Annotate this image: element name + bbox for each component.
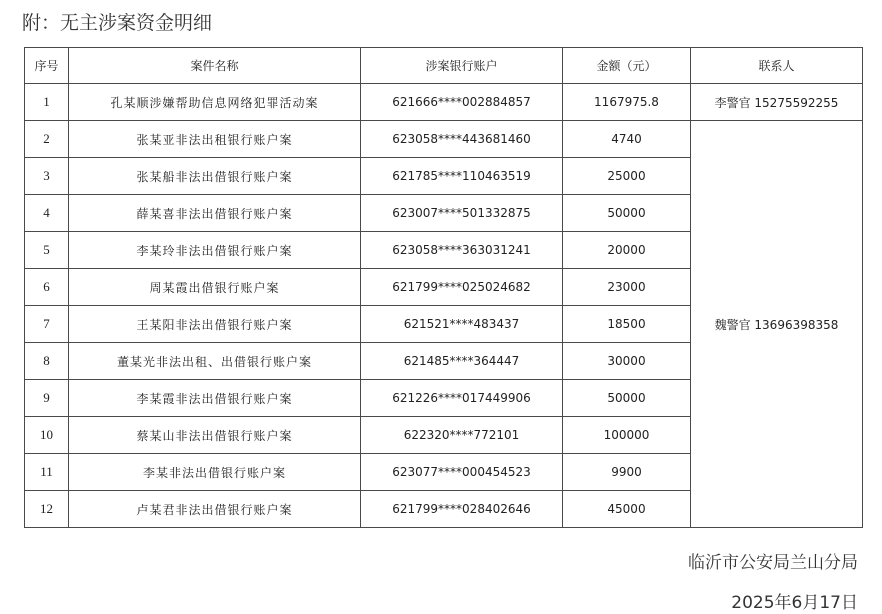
cell-account: 623058****363031241 [361,232,563,269]
cell-account: 621521****483437 [361,306,563,343]
cell-serial: 1 [25,84,69,121]
cell-amount: 23000 [563,269,691,306]
cell-case-name: 李某玲非法出借银行账户案 [69,232,361,269]
cell-serial: 12 [25,491,69,528]
cell-serial: 10 [25,417,69,454]
cell-account: 621785****110463519 [361,158,563,195]
cell-amount: 30000 [563,343,691,380]
cell-account: 623077****000454523 [361,454,563,491]
cell-case-name: 张某亚非法出租银行账户案 [69,121,361,158]
cell-serial: 3 [25,158,69,195]
header-account: 涉案银行账户 [361,48,563,84]
cell-amount: 20000 [563,232,691,269]
cell-case-name: 卢某君非法出借银行账户案 [69,491,361,528]
cell-serial: 7 [25,306,69,343]
cell-amount: 50000 [563,380,691,417]
cell-amount: 45000 [563,491,691,528]
header-amount: 金额（元） [563,48,691,84]
issue-date: 2025年6月17日 [731,593,858,613]
header-contact: 联系人 [691,48,863,84]
page-title: 附：无主涉案资金明细 [22,12,213,34]
issuing-organization: 临沂市公安局兰山分局 [688,553,858,573]
cell-serial: 9 [25,380,69,417]
cell-case-name: 王某阳非法出借银行账户案 [69,306,361,343]
cell-account: 621799****028402646 [361,491,563,528]
cell-case-name: 薛某喜非法出借银行账户案 [69,195,361,232]
cell-case-name: 李某霞非法出借银行账户案 [69,380,361,417]
cell-amount: 1167975.8 [563,84,691,121]
cell-case-name: 周某霞出借银行账户案 [69,269,361,306]
cell-account: 622320****772101 [361,417,563,454]
cell-account: 621799****025024682 [361,269,563,306]
cell-serial: 2 [25,121,69,158]
cell-case-name: 张某船非法出借银行账户案 [69,158,361,195]
table-row [25,84,863,121]
cell-case-name: 董某光非法出租、出借银行账户案 [69,343,361,380]
cell-account: 621485****364447 [361,343,563,380]
cell-account: 623007****501332875 [361,195,563,232]
cell-serial: 4 [25,195,69,232]
cell-serial: 6 [25,269,69,306]
cell-contact-shared: 魏警官 13696398358 [691,121,863,528]
cell-serial: 5 [25,232,69,269]
cell-serial: 8 [25,343,69,380]
header-case-name: 案件名称 [69,48,361,84]
cell-case-name: 孔某顺涉嫌帮助信息网络犯罪活动案 [69,84,361,121]
table-row [25,121,863,158]
cell-account: 621666****002884857 [361,84,563,121]
header-serial: 序号 [25,48,69,84]
cell-amount: 4740 [563,121,691,158]
cell-amount: 9900 [563,454,691,491]
cell-serial: 11 [25,454,69,491]
cell-amount: 50000 [563,195,691,232]
cell-account: 621226****017449906 [361,380,563,417]
cell-case-name: 李某非法出借银行账户案 [69,454,361,491]
cell-amount: 100000 [563,417,691,454]
cell-case-name: 蔡某山非法出借银行账户案 [69,417,361,454]
table-header-row [25,48,863,84]
cell-account: 623058****443681460 [361,121,563,158]
cell-amount: 18500 [563,306,691,343]
cell-amount: 25000 [563,158,691,195]
funds-table [24,47,863,528]
cell-contact-first: 李警官 15275592255 [691,84,863,121]
